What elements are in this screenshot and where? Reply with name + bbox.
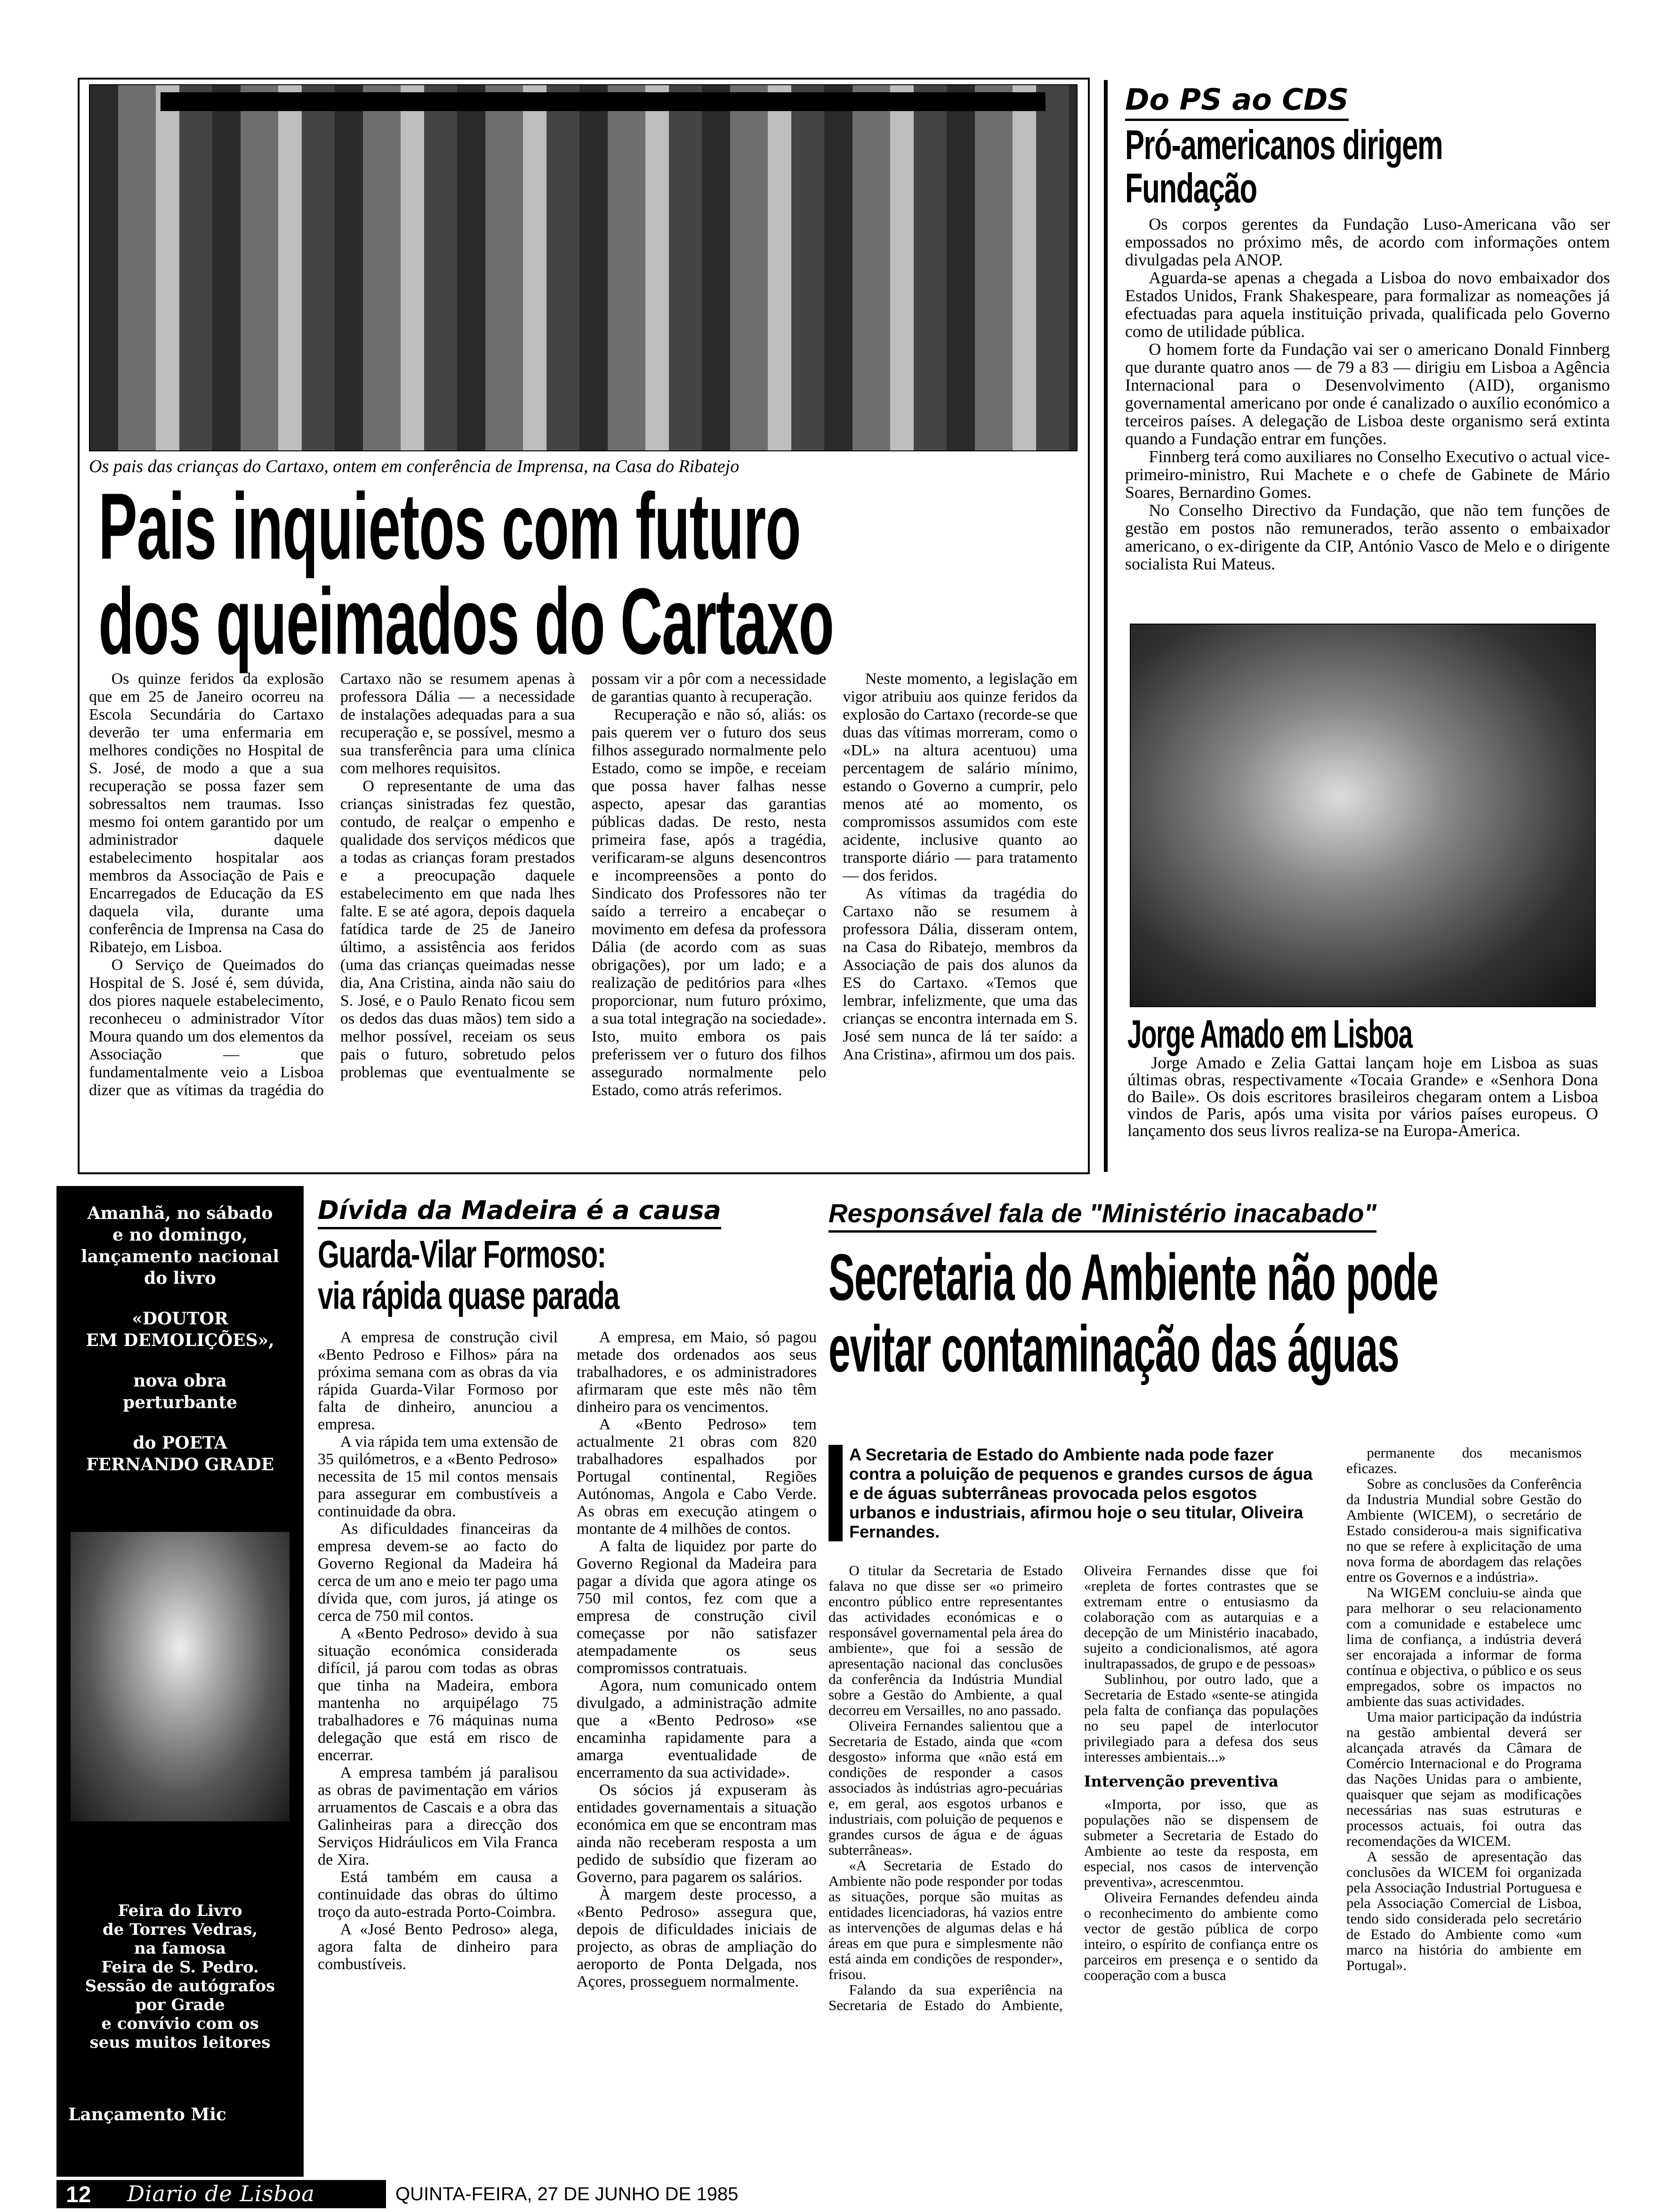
paragraph: Finnberg terá como auxiliares no Conselho Executivo o actual vice-primeiro-ministro, Rui Machete e o chefe de Gabinete de Mário Soares, Bernardino Gomes. bbox=[1125, 447, 1610, 502]
paragraph: A empresa de construção civil «Bento Pedroso e Filhos» pára na próxima semana com as obras da via rápida Guarda-Vilar Formoso por falta de dinheiro, anunciou a empresa. bbox=[318, 1329, 558, 1433]
guarda-headline-line-1: Guarda-Vilar Formoso: bbox=[318, 1233, 606, 1276]
ambiente-kicker: Responsável fala de "Ministério inacabado" bbox=[828, 1198, 1376, 1233]
ad-description bbox=[56, 1370, 304, 1413]
book-advertisement bbox=[56, 1186, 304, 2177]
fundacao-headline bbox=[1125, 121, 1610, 211]
text-line: nova obra bbox=[133, 1371, 227, 1391]
paragraph: As dificuldades financeiras da empresa devem-se ao facto do Governo Regional da Madeira há cerca de um ano e meio ter pago uma dívida que, com juros, já atinge os cerca de 750 mil contos. bbox=[318, 1520, 558, 1625]
column-rule bbox=[1104, 80, 1108, 1172]
paragraph: Uma maior participação da indústria na gestão ambiental deverá ser alcançada através da Câmara de Comércio Internacional e do Programa das Nações Unidas para o ambiente, quaisquer que sejam as modificações necessárias nas suas estruturas e processos actuais, foi outra das recomendações da WICEM. bbox=[1346, 1708, 1582, 1849]
guarda-headline bbox=[318, 1234, 817, 1317]
paragraph: O homem forte da Fundação vai ser o americano Donald Finnberg que durante quatro anos — de 79 a 83 — dirigiu em Lisboa a Agência Internacional para o Desenvolvimento (AID), organismo governamental americano por onde é canalizado o auxílio económico a terceiros países. A delegação de Lisboa deste organismo será extinta quando a Fundação entrar em funções. bbox=[1125, 340, 1610, 448]
ad-event-info bbox=[56, 1901, 304, 2052]
jorge-amado-body bbox=[1127, 1054, 1598, 1139]
ambiente-left-columns bbox=[828, 1445, 1318, 2013]
text-line: e no domingo, bbox=[113, 1225, 248, 1245]
paragraph: A empresa também já paralisou as obras de pavimentação em vários arruamentos de Cascais e a obra das Galinheiras para a direcção dos Serviços Hidráulicos em Vila Franca de Xira. bbox=[318, 1764, 558, 1868]
photo-top-bar bbox=[161, 92, 1046, 111]
paragraph: Está também em causa a continuidade das obras do último troço da auto-estrada Porto-Coimbra. bbox=[318, 1868, 558, 1921]
fundacao-headline-line-1: Pró-americanos dirigem bbox=[1125, 121, 1443, 168]
author-portrait-photo bbox=[71, 1532, 290, 1821]
press-conference-photo bbox=[89, 84, 1078, 451]
paragraph: Neste momento, a legislação em vigor atribuiu aos quinze feridos da explosão do Cartaxo (recorde-se que duas das vítimas morreram, como o «DL» na altura acentuou) uma percentagem de salário mínimo, estando o Governo a cumprir, pelo menos até ao momento, os compromissos assumidos com este acidente, inclusive quanto ao transporte diário — para tratamento — dos feridos. bbox=[843, 670, 1078, 884]
paragraph: A sessão de apresentação das conclusões da WICEM foi organizada pela Associação Industrial Portuguesa e pela Associação Comercial de Lisboa, tendo sido considerada pelo secretário de Estado do Ambiente como «um marco na história do ambiente em Portugal». bbox=[1346, 1848, 1582, 1973]
paragraph: O titular da Secretaria de Estado falava no que disse ser «o primeiro encontro público entre representantes das actividades económicas e o responsável governamental pela área do ambiente», que foi a sessão de apresentação nacional das conclusões da conferência da Indústria Mundial sobre a Gestão do Ambiente, a qual decorreu em Versailles, no ano passado. bbox=[828, 1562, 1063, 1718]
ad-publisher: Lançamento Mic bbox=[68, 2105, 226, 2124]
ad-book-title-2: EM DEMOLIÇÕES», bbox=[86, 1330, 274, 1350]
paragraph: A «Bento Pedroso» tem actualmente 21 obras com 820 trabalhadores espalhados por Portugal continental, Regiões Autónomas, Angola e Cabo Verde. As obras em execução atingem o montante de 4 milhões de contos. bbox=[577, 1416, 817, 1538]
paragraph: A empresa, em Maio, só pagou metade dos ordenados aos seus trabalhadores, e os administradores afirmaram que este mês não têm dinheiro para os vencimentos. bbox=[577, 1329, 817, 1416]
paragraph: «A Secretaria de Estado do Ambiente não pode responder por todas as situações, porque são muitas as entidades licenciadoras, há vazios entre as intervenções de algumas delas e há áreas em que pura e simplesmente não está ainda em condições de responder», frisou. bbox=[828, 1857, 1063, 1982]
text-line: perturbante bbox=[122, 1393, 238, 1412]
ad-author-2: FERNANDO GRADE bbox=[86, 1455, 274, 1475]
jorge-amado-headline bbox=[1127, 1014, 1565, 1055]
ambiente-article bbox=[828, 1198, 1619, 2013]
ambiente-body bbox=[828, 1563, 1318, 2013]
paragraph: Na WIGEM concluiu-se ainda que para melhorar o seu relacionamento com a comunidade e estabelece umc lima de confiança, a indústria deverá ser encorajada a informar de forma contínua e objectiva, o público e os seus empregados, sobre os impactos no ambiente das suas actividades. bbox=[1346, 1584, 1582, 1709]
paragraph: Recuperação e não só, aliás: os pais querem ver o futuro dos seus filhos assegurado normalmente pelo Estado, como se impõe, e receiam que possa haver falhas nesse aspecto, apesar das garantias públicas dadas. De resto, nesta primeira fase, após a tragédia, verificaram-se alguns desencontros e incompreensões a ponto do Sindicato dos Professores não ter saído a terreiro a encabeçar o movimento em defesa da professora Dália (de acordo com as suas obrigações), por um lado; e a realização de peditórios para «lhes proporcionar, num futuro próximo, a sua total integração na sociedade». Isto, muito embora os pais preferissem ver o futuro dos filhos assegurado normalmente pelo Estado, como atrás referimos. bbox=[591, 706, 827, 1099]
paragraph: Os quinze feridos da explosão que em 25 de Janeiro ocorreu na Escola Secundária do Cartaxo deverão ter uma enfermaria em melhores condições no Hospital de S. José, de modo a que a sua recuperação se possa fazer sem sobressaltos nem traumas. Isso mesmo foi ontem garantido por um administrador daquele estabelecimento hospitalar aos membros da Associação de Pais e Encarregados de Educação da ES daquela vila, durante uma conferência de Imprensa na Casa do Ribatejo, em Lisboa. bbox=[89, 670, 324, 956]
ambiente-headline-line-1: Secretaria do Ambiente não pode bbox=[828, 1240, 1438, 1314]
ad-author-1: do POETA bbox=[133, 1433, 227, 1453]
fundacao-article bbox=[1125, 82, 1610, 573]
main-headline-line-1: Pais inquietos com futuro bbox=[98, 474, 801, 579]
ambiente-body-part-3 bbox=[1346, 1445, 1582, 1973]
paragraph: A via rápida tem uma extensão de 35 quilómetros, e a «Bento Pedroso» necessita de 15 mil contos mensais para assegurar em combustíveis a continuidade da obra. bbox=[318, 1433, 558, 1520]
text-line: por Grade bbox=[135, 1996, 225, 2014]
text-line: Feira de S. Pedro. bbox=[101, 1958, 259, 1977]
ambiente-lead: A Secretaria de Estado do Ambiente nada pode fazer contra a poluição de pequenos e grandes cursos de água e de águas subterrâneas provocada pelos esgotos urbanos e industriais, afirmou hoje o seu titular, Oliveira Fernandes. bbox=[828, 1445, 1318, 1541]
photo-caption: Os pais das crianças do Cartaxo, ontem em conferência de Imprensa, na Casa do Ribatejo bbox=[89, 457, 740, 476]
ad-book-title-1: «DOUTOR bbox=[132, 1309, 228, 1329]
paragraph: A «José Bento Pedroso» alega, agora falta de dinheiro para combustíveis. bbox=[318, 1921, 558, 1973]
paragraph: No Conselho Directivo da Fundação, que não tem funções de gestão em postos não remunerados, terão assento o embaixador americano, o ex-dirigente da CIP, António Vasco de Melo e o dirigente socialista Rui Mateus. bbox=[1125, 501, 1610, 573]
paragraph: Oliveira Fernandes salientou que a Secretaria de Estado, ainda que «com desgosto» informa que «não está em condições de responder a casos associados às indústrias agro-pecuárias e, em geral, aos esgotos urbanos e industriais, com poluição de pequenos e grandes cursos de água e de águas subterrâneas». bbox=[828, 1717, 1063, 1858]
page-number: 12 bbox=[66, 2182, 91, 2207]
guarda-headline-line-2: via rápida quase parada bbox=[318, 1274, 619, 1317]
ambiente-body-part-2 bbox=[1084, 1796, 1319, 1983]
guarda-kicker: Dívida da Madeira é a causa bbox=[318, 1195, 721, 1229]
main-article-body bbox=[89, 670, 1078, 1099]
paragraph: A «Bento Pedroso» devido à sua situação económica considerada difícil, já parou com todas as obras que tinha na Madeira, embora mantenha no arquipélago 75 trabalhadores e 76 máquinas numa delegação que está em risco de encerrar. bbox=[318, 1625, 558, 1764]
paragraph: Sublinhou, por outro lado, que a Secretaria de Estado «sente-se atingida pela falta de confiança das populações no seu papel de interlocutor privilegiado para a defesa dos seus interesses ambientais...» bbox=[1084, 1671, 1318, 1765]
paragraph: Sobre as conclusões da Conferência da Industria Mundial sobre Gestão do Ambiente (WICEM), o secretário de Estado considerou-a mais significativa no que se refere à explicitação de uma nova forma de abordagem das relações entre os Governos e a indústria». bbox=[1346, 1475, 1582, 1585]
text-line: Sessão de autógrafos bbox=[85, 1977, 275, 1996]
guarda-article bbox=[318, 1195, 817, 1990]
text-line: do livro bbox=[144, 1268, 216, 1288]
text-line: Feira do Livro bbox=[118, 1901, 242, 1920]
fundacao-headline-line-2: Fundação bbox=[1125, 165, 1257, 211]
guarda-body bbox=[318, 1329, 817, 1990]
main-article bbox=[78, 78, 1090, 1174]
jorge-amado-headline-text: Jorge Amado em Lisboa bbox=[1127, 1012, 1412, 1056]
paragraph: Os corpos gerentes da Fundação Luso-Americana vão ser empossados no próximo mês, de acordo com informações ontem divulgadas pela ANOP. bbox=[1125, 215, 1610, 269]
ad-intro bbox=[56, 1202, 304, 1289]
paragraph: À margem deste processo, a «Bento Pedroso» assegura que, depois de dificuldades iniciais de projecto, as obras de ampliação do aeroporto de Ponta Delgada, nos Açores, prosseguem normalmente. bbox=[577, 1886, 817, 1990]
fundacao-kicker: Do PS ao CDS bbox=[1125, 82, 1349, 121]
paragraph: permanente dos mecanismos eficazes. bbox=[1346, 1444, 1582, 1476]
main-headline-line-2: dos queimados do Cartaxo bbox=[98, 569, 834, 674]
paragraph: O representante de uma das crianças sinistradas fez questão, contudo, de realçar o empenho e qualidade dos serviços médicos que a todas as crianças foram prestados e a preocupação daquele estabelecimento em que nada lhes falte. E se até agora, depois daquela fatídica tarde de 25 de Janeiro último, a assistência aos feridos (uma das crianças queimadas nesse dia, Ana Cristina, ainda não saiu do S. José, e o Paulo Renato ficou sem os dedos das duas mãos) tem sido a melhor possível, receiam os seus pais o futuro, sobretudo pelos problemas que eventualmente se possam vir a pôr com a necessidade de garantias quanto à recuperação. bbox=[340, 670, 827, 1081]
issue-date: QUINTA-FEIRA, 27 DE JUNHO DE 1985 bbox=[395, 2184, 739, 2204]
text-line: lançamento nacional bbox=[80, 1247, 280, 1266]
paragraph: Oliveira Fernandes defendeu ainda o reconhecimento do ambiente como vector de gestão pública de corpo inteiro, o espírito de confiança entre os parceiros em presença e o sentido da cooperação com a busca bbox=[1084, 1889, 1318, 1983]
paragraph: Aguarda-se apenas a chegada a Lisboa do novo embaixador dos Estados Unidos, Frank Shakespeare, para formalizar as nomeações já efectuadas para aquela instituição privada, qualificada pelo Governo como de utilidade pública. bbox=[1125, 268, 1610, 341]
text-line: Amanhã, no sábado bbox=[87, 1203, 273, 1223]
paragraph: Agora, num comunicado ontem divulgado, a administração admite que a «Bento Pedroso» «se encaminha rapidamente para a amarga eventualidade de encerramento da sua actividade». bbox=[577, 1677, 817, 1781]
ambiente-subhead: Intervenção preventiva bbox=[1084, 1772, 1279, 1790]
text-line: de Torres Vedras, bbox=[102, 1920, 258, 1939]
fundacao-body bbox=[1125, 215, 1610, 573]
paragraph: A falta de liquidez por parte do Governo Regional da Madeira para pagar a dívida que agora atinge os 750 mil contos, fez com que a empresa de construção civil começasse por não satisfazer atempadamente os seus compromissos contratuais. bbox=[577, 1538, 817, 1677]
paragraph: «Importa, por isso, que as populações não se dispensem de submeter a Secretaria de Estado do Ambiente ao teste da resposta, em especial, nos casos de intervenção preventiva», acrescenmtou. bbox=[1084, 1796, 1318, 1890]
page-footer bbox=[56, 2180, 386, 2208]
paragraph: Jorge Amado e Zelia Gattai lançam hoje em Lisboa as suas últimas obras, respectivamente «Tocaia Grande» e «Senhora Dona do Baile». Os dois escritores brasileiros chegaram ontem a Lisboa vindos de Paris, após uma visita por vários países europeus. O lançamento dos seus livros realiza-se na Europa-America. bbox=[1127, 1053, 1598, 1140]
paragraph: Os sócios já expuseram às entidades governamentais a situação económica em que se encontram mas ainda não receberam resposta a um pedido de subsídio que fizeram ao Governo, para pagarem os salários. bbox=[577, 1781, 817, 1886]
paragraph: As vítimas da tragédia do Cartaxo não se resumem à professora Dália, disseram ontem, na Casa do Ribatejo, membros da Associação de pais dos alunos da ES do Cartaxo. «Temos que lembrar, infelizmente, que uma das crianças se encontra internada em S. José sem nunca de lá ter saído: a Ana Cristina», afirmou um dos pais. bbox=[843, 885, 1078, 1063]
ambiente-headline bbox=[828, 1242, 1619, 1385]
masthead-logo: Diario de Lisboa bbox=[127, 2181, 315, 2206]
paragraph: Falando da sua experiência na Secretaria de Estado do Ambiente, Oliveira Fernandes disse que foi «repleta de fortes contrastes que se extremam entre o entusiasmo da colaboração com as autarquias e a decepção de um Ministério inacabado, sujeito a condicionalismos, até agora inultrapassados, de grupo e de pessoas» bbox=[828, 1562, 1318, 2013]
jorge-amado-photo bbox=[1130, 624, 1596, 1007]
text-line: na famosa bbox=[134, 1939, 226, 1958]
text-line: e convívio com os bbox=[101, 2014, 259, 2033]
text-line: seus muitos leitores bbox=[89, 2033, 271, 2052]
paragraph: O Serviço de Queimados do Hospital de S. José é, sem dúvida, dos piores naquele estabelecimento, reconheceu o administrador Vítor Moura quando um dos elementos da Associação — que fundamentalmente veio a Lisboa dizer que as vítimas da tragédia do Cartaxo não se resumem apenas à professora Dália — a necessidade de instalações adequadas para a sua recuperação e, se possível, mesmo a sua transferência para uma clínica com melhores requisitos. bbox=[89, 670, 575, 1099]
ambiente-headline-line-2: evitar contaminação das águas bbox=[828, 1312, 1399, 1386]
